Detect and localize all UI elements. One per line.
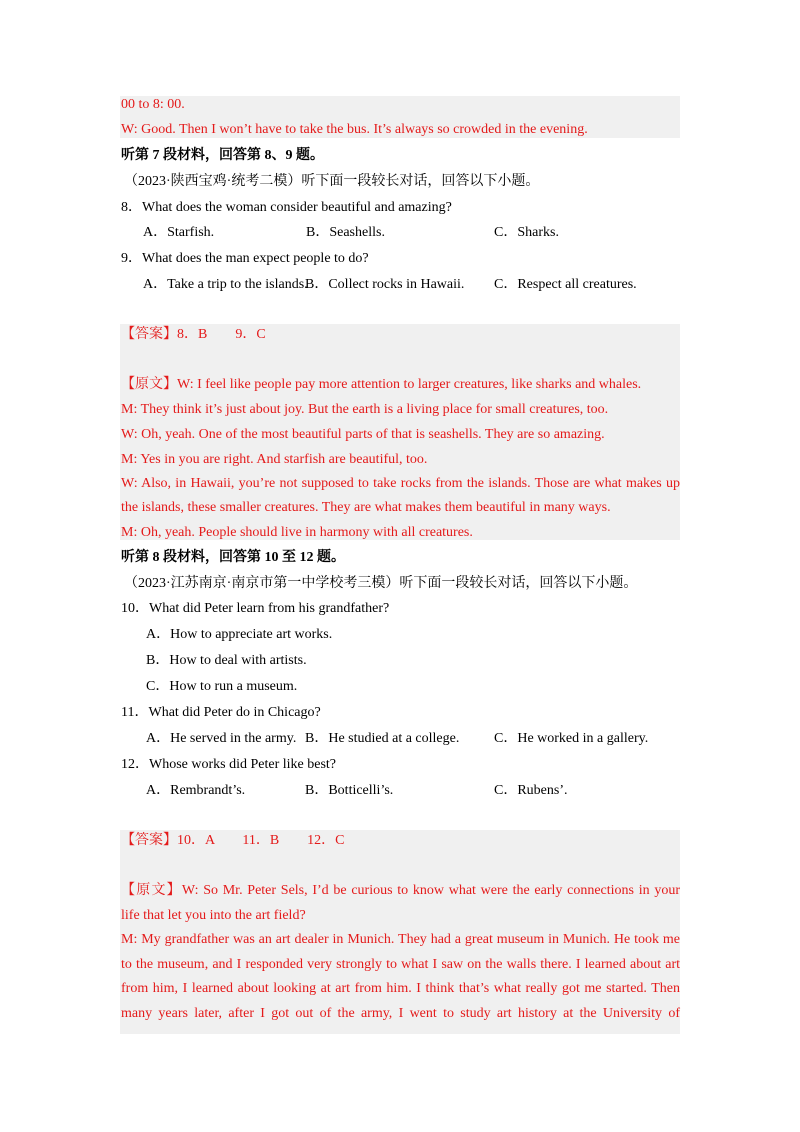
script-line [121, 881, 680, 901]
option-c: C．Rubens’. [494, 783, 568, 798]
option-b: B．He studied at a college. [305, 731, 460, 746]
script-text: W: I feel like people pay more attention to larger creatures, like sharks and whales. [177, 377, 642, 392]
script-line: life that let you into the art field? [121, 908, 306, 923]
option-a: A．He served in the army. [146, 731, 297, 746]
option-a: A．Take a trip to the islands. [143, 277, 308, 292]
question-stem: 9．What does the man expect people to do? [121, 251, 369, 266]
question-source: （2023·陕西宝鸡·统考二模）听下面一段较长对话，回答以下小题。 [124, 174, 540, 189]
prev-script-line: W: Good. Then I won’t have to take the bus. It’s always so crowded in the evening. [121, 122, 588, 137]
option-b: B．Botticelli’s. [305, 783, 394, 798]
answer-label: 【答案】 [121, 327, 177, 342]
answer-text: 8．B 9．C [177, 327, 266, 342]
answer-label: 【答案】 [121, 833, 177, 848]
question-stem: 8．What does the woman consider beautiful and amazing? [121, 200, 452, 215]
answer-line [121, 325, 266, 345]
option-b: B．How to deal with artists. [146, 653, 307, 668]
option-c: C．Respect all creatures. [494, 277, 637, 292]
option-a: A．How to appreciate art works. [146, 627, 333, 642]
script-line: M: Oh, yeah. People should live in harmony with all creatures. [121, 525, 473, 540]
script-label: 【原文】 [121, 883, 182, 898]
question-stem: 10．What did Peter learn from his grandfather? [121, 601, 390, 616]
option-c: C．He worked in a gallery. [494, 731, 649, 746]
script-line: many years later, after I got out of the army, I went to study art history at the University of [121, 1006, 680, 1021]
answer-line [121, 831, 345, 851]
answer-text: 10．A 11．B 12．C [177, 833, 345, 848]
script-label: 【原文】 [121, 377, 177, 392]
script-line: M: Yes in you are right. And starfish are beautiful, too. [121, 452, 428, 467]
question-stem: 12．Whose works did Peter like best? [121, 757, 337, 772]
prev-script-line: 00 to 8: 00. [121, 97, 185, 112]
option-c: C．Sharks. [494, 225, 559, 240]
option-c: C．How to run a museum. [146, 679, 298, 694]
question-source: （2023·江苏南京·南京市第一中学校考三模）听下面一段较长对话，回答以下小题。 [124, 576, 638, 591]
section-heading: 听第 7 段材料，回答第 8、9 题。 [121, 148, 324, 163]
script-line: from him, I learned about looking at art from him. I think that’s what really got me started. Then [121, 981, 680, 996]
question-stem: 11．What did Peter do in Chicago? [121, 705, 321, 720]
option-a: A．Starfish. [143, 225, 215, 240]
script-line: M: My grandfather was an art dealer in Munich. They had a great museum in Munich. He took me [121, 932, 680, 947]
script-line: the islands, these smaller creatures. They are what makes them beautiful in many ways. [121, 500, 611, 515]
option-b: B．Seashells. [306, 225, 385, 240]
script-line: W: Oh, yeah. One of the most beautiful parts of that is seashells. They are so amazing. [121, 427, 605, 442]
script-line [121, 375, 641, 395]
section-heading: 听第 8 段材料，回答第 10 至 12 题。 [121, 550, 345, 565]
script-line: W: Also, in Hawaii, you’re not supposed to take rocks from the islands. Those are what makes up [121, 476, 680, 491]
option-b: B．Collect rocks in Hawaii. [305, 277, 465, 292]
script-line: M: They think it’s just about joy. But the earth is a living place for small creatures, too. [121, 402, 609, 417]
script-line: to the museum, and I responded very strongly to what I saw on the walls there. I learned about art [121, 957, 680, 972]
option-a: A．Rembrandt’s. [146, 783, 246, 798]
script-text: W: So Mr. Peter Sels, I’d be curious to know what were the early connections in your [181, 883, 681, 898]
